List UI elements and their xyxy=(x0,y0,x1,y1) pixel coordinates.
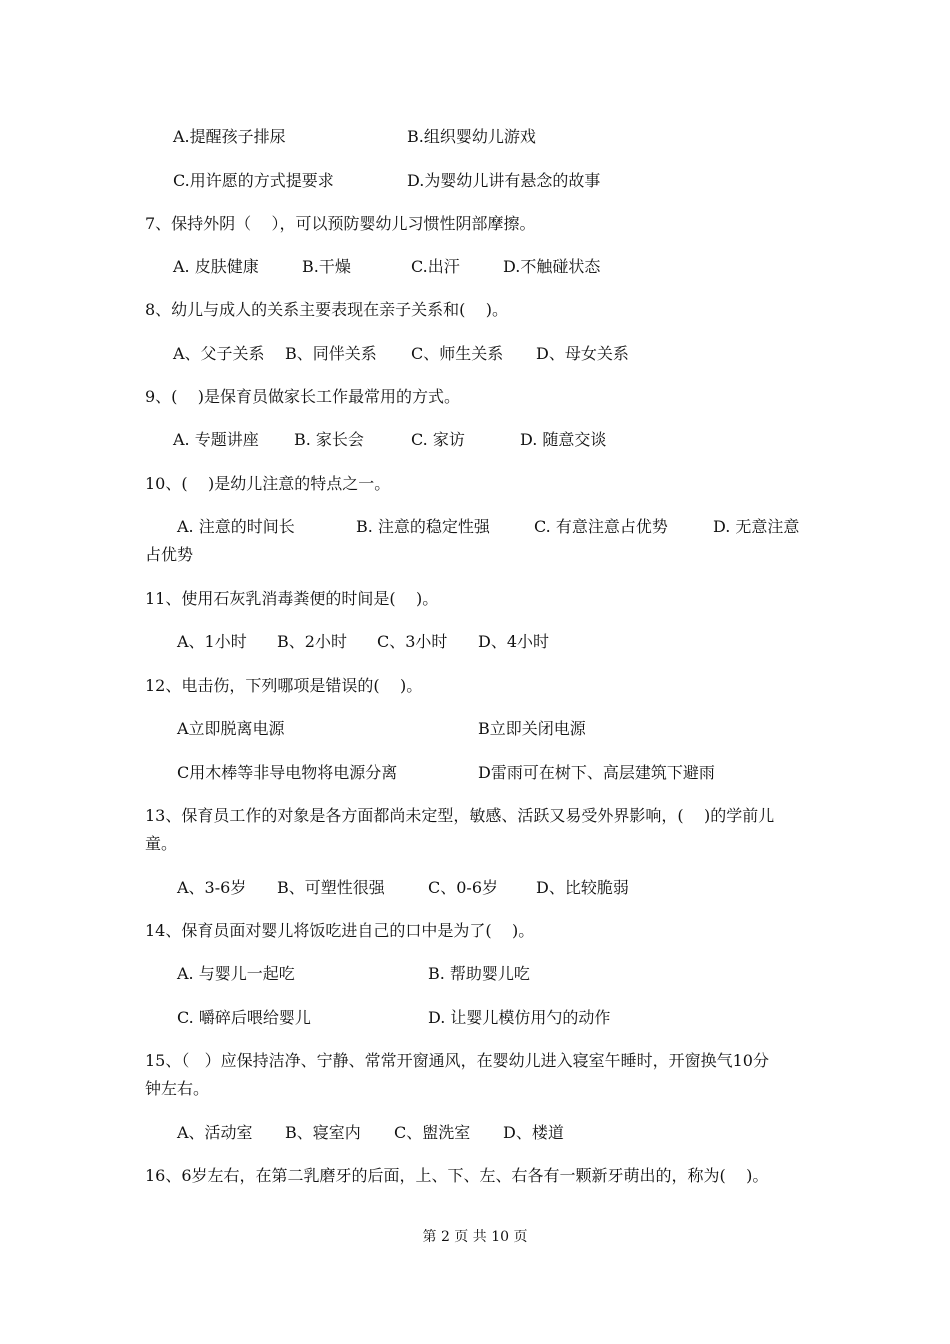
q12-option-a: A立即脱离电源 xyxy=(177,719,285,738)
q7-option-c: C.出汗 xyxy=(411,257,460,276)
q12-stem: 12、电击伤，下列哪项是错误的( )。 xyxy=(145,676,423,695)
q13-option-b: B、可塑性很强 xyxy=(277,878,385,897)
q9-stem: 9、( )是保育员做家长工作最常用的方式。 xyxy=(145,387,461,406)
q6-option-d: D.为婴幼儿讲有悬念的故事 xyxy=(407,171,601,190)
q10-option-b: B. 注意的稳定性强 xyxy=(356,517,490,536)
q10-option-a: A. 注意的时间长 xyxy=(177,517,295,536)
q9-option-d: D. 随意交谈 xyxy=(520,430,607,449)
q14-option-a: A. 与婴儿一起吃 xyxy=(177,964,295,983)
q9-option-a: A. 专题讲座 xyxy=(173,430,259,449)
q14-option-d: D. 让婴儿模仿用勺的动作 xyxy=(428,1008,611,1027)
q11-option-d: D、4小时 xyxy=(478,632,550,651)
q7-option-d: D.不触碰状态 xyxy=(503,257,601,276)
q15-option-b: B、寝室内 xyxy=(285,1123,361,1142)
q7-stem: 7、保持外阴（ ），可以预防婴幼儿习惯性阴部摩擦。 xyxy=(145,214,536,233)
q7-option-a: A. 皮肤健康 xyxy=(173,257,259,276)
q10-option-d-wrap: 占优势 xyxy=(145,545,194,564)
q6-option-b: B.组织婴幼儿游戏 xyxy=(407,127,536,146)
q12-option-b: B立即关闭电源 xyxy=(478,719,586,738)
q11-stem: 11、使用石灰乳消毒粪便的时间是( )。 xyxy=(145,589,439,608)
page-number-footer: 第 2 页 共 10 页 xyxy=(422,1229,528,1245)
q14-stem: 14、保育员面对婴儿将饭吃进自己的口中是为了( )。 xyxy=(145,921,535,940)
q11-option-a: A、1小时 xyxy=(177,632,247,651)
q12-option-d: D雷雨可在树下、高层建筑下避雨 xyxy=(478,763,715,782)
q11-option-c: C、3小时 xyxy=(377,632,448,651)
q14-option-b: B. 帮助婴儿吃 xyxy=(428,964,530,983)
q11-option-b: B、2小时 xyxy=(277,632,347,651)
q6-option-c: C.用许愿的方式提要求 xyxy=(173,171,334,190)
q6-option-a: A.提醒孩子排尿 xyxy=(173,127,286,146)
q13-option-a: A、3-6岁 xyxy=(177,878,247,897)
q15-stem-line2: 钟左右。 xyxy=(145,1079,210,1098)
q16-stem: 16、6岁左右，在第二乳磨牙的后面，上、下、左、右各有一颗新牙萌出的，称为( )。 xyxy=(145,1166,769,1185)
q9-option-c: C. 家访 xyxy=(411,430,465,449)
q15-option-d: D、楼道 xyxy=(503,1123,564,1142)
q10-option-d: D. 无意注意 xyxy=(713,517,800,536)
q8-option-a: A、父子关系 xyxy=(173,344,265,363)
q10-option-c: C. 有意注意占优势 xyxy=(534,517,668,536)
q9-option-b: B. 家长会 xyxy=(294,430,364,449)
q15-stem-line1: 15、（ ）应保持洁净、宁静、常常开窗通风，在婴幼儿进入寝室午睡时，开窗换气10分 xyxy=(145,1051,769,1070)
q13-stem-line1: 13、保育员工作的对象是各方面都尚未定型，敏感、活跃又易受外界影响，( )的学前儿 xyxy=(145,806,775,825)
q12-option-c: C用木棒等非导电物将电源分离 xyxy=(177,763,398,782)
q15-option-c: C、盥洗室 xyxy=(394,1123,471,1142)
q13-option-c: C、0-6岁 xyxy=(428,878,499,897)
q14-option-c: C. 嚼碎后喂给婴儿 xyxy=(177,1008,311,1027)
q15-option-a: A、活动室 xyxy=(177,1123,253,1142)
q10-stem: 10、( )是幼儿注意的特点之一。 xyxy=(145,474,391,493)
q7-option-b: B.干燥 xyxy=(302,257,351,276)
q8-stem: 8、幼儿与成人的关系主要表现在亲子关系和( )。 xyxy=(145,300,509,319)
q8-option-c: C、师生关系 xyxy=(411,344,504,363)
q13-stem-line2: 童。 xyxy=(145,834,178,853)
q8-option-b: B、同伴关系 xyxy=(285,344,377,363)
q13-option-d: D、比较脆弱 xyxy=(536,878,629,897)
q8-option-d: D、母女关系 xyxy=(536,344,629,363)
